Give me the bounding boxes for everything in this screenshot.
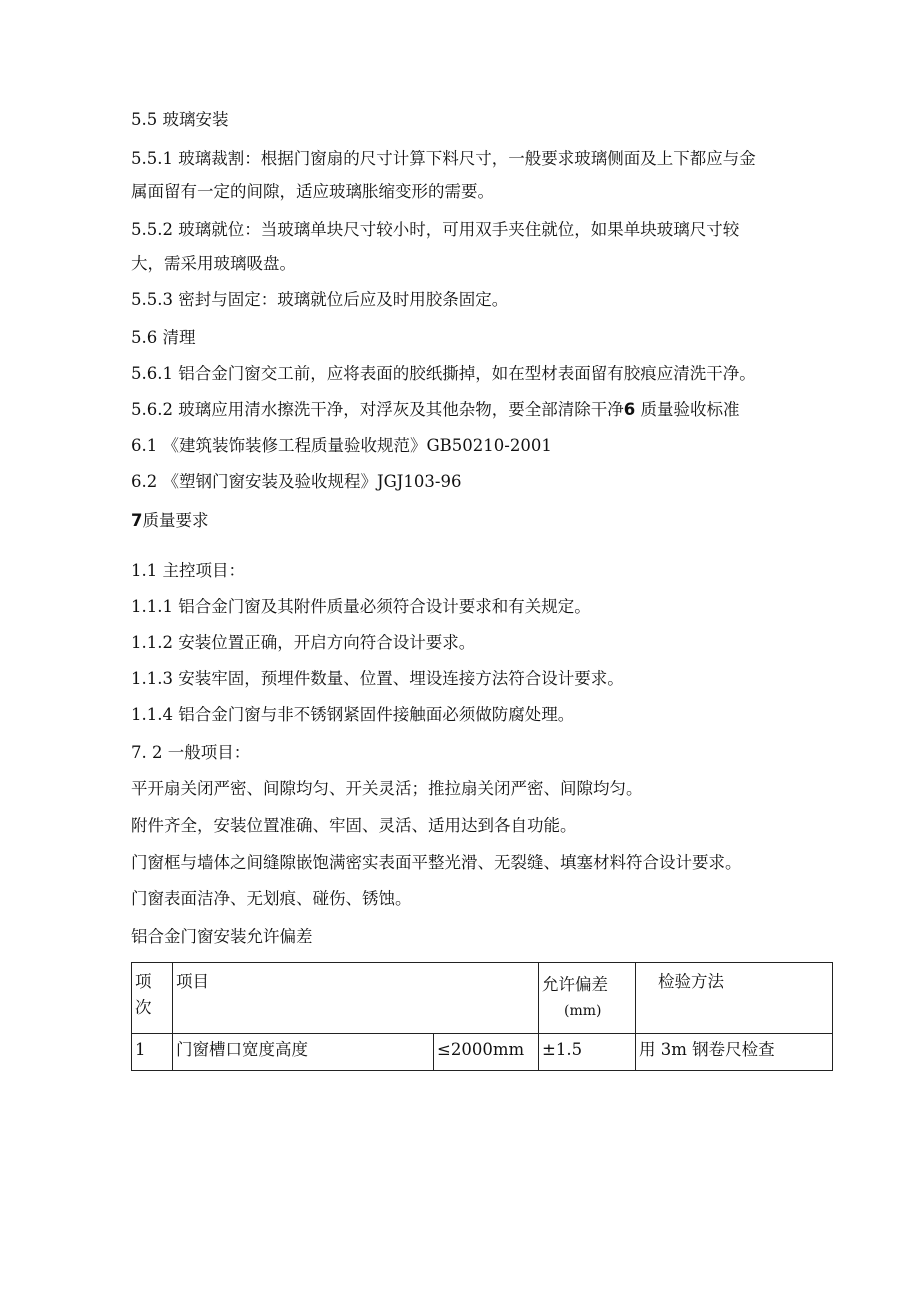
section-7-number: 7 (131, 511, 143, 530)
paragraph-line: 大，需采用玻璃吸盘。 (131, 254, 296, 273)
table-caption: 铝合金门窗安装允许偏差 (131, 927, 313, 946)
cell-no (132, 1034, 173, 1071)
section-6-title: 质量验收标准 (635, 400, 740, 419)
item-line: 1.1.2 安装位置正确，开启方向符合设计要求。 (131, 633, 476, 652)
cell-method (636, 1034, 833, 1071)
paragraph-line: 5.6.1 铝合金门窗交工前，应将表面的胶纸撕掉，如在型材表面留有胶痕应清洗干净。 (131, 364, 756, 383)
item-line: 门窗框与墙体之间缝隙嵌饱满密实表面平整光滑、无裂缝、填塞材料符合设计要求。 (131, 853, 742, 872)
heading-5-6: 5.6 清理 (131, 328, 196, 347)
cell-item (173, 1034, 434, 1071)
header-cell-item (173, 963, 539, 1034)
standard-6-2: 6.2 《塑钢门窗安装及验收规程》JGJ103-96 (131, 472, 462, 491)
cell-item-text: 门窗槽口宽度高度 (176, 1040, 308, 1059)
header-cell-no (132, 963, 173, 1034)
line-text: 5.6.2 玻璃应用清水擦洗干净，对浮灰及其他杂物，要全部清除干净 (131, 400, 624, 419)
heading-5-5: 5.5 玻璃安装 (131, 110, 229, 129)
paragraph-line: 5.5.2 玻璃就位：当玻璃单块尺寸较小时，可用双手夹住就位，如果单块玻璃尺寸较 (131, 220, 740, 239)
standard-6-1: 6.1 《建筑装饰装修工程质量验收规范》GB50210-2001 (131, 436, 552, 455)
item-line: 平开扇关闭严密、间隙均匀、开关灵活；推拉扇关闭严密、间隙均匀。 (131, 779, 643, 798)
section-6-number: 6 (623, 400, 636, 419)
item-line: 1.1.1 铝合金门窗及其附件质量必须符合设计要求和有关规定。 (131, 597, 591, 616)
section-7-title: 质量要求 (142, 511, 209, 530)
cell-deviation-text: ±1.5 (542, 1040, 583, 1059)
header-item-text: 项目 (176, 972, 209, 991)
cell-method-text: 用 3m 钢卷尺检查 (639, 1040, 775, 1059)
paragraph-line-5-6-2 (131, 399, 739, 421)
paragraph-line: 5.5.3 密封与固定：玻璃就位后应及时用胶条固定。 (131, 290, 509, 309)
item-line: 附件齐全，安装位置准确、牢固、灵活、适用达到各自功能。 (131, 816, 577, 835)
cell-no-text: 1 (135, 1040, 146, 1059)
item-line: 1.1.3 安装牢固，预埋件数量、位置、埋设连接方法符合设计要求。 (131, 669, 624, 688)
item-line: 1.1.4 铝合金门窗与非不锈钢紧固件接触面必须做防腐处理。 (131, 705, 575, 724)
table-header-row (132, 963, 833, 1034)
cell-deviation (539, 1034, 636, 1071)
header-cell-method (636, 963, 833, 1034)
header-no-text: 项次 (135, 972, 152, 1017)
cell-range (434, 1034, 539, 1071)
section-7-heading (131, 510, 208, 532)
header-method-text: 检验方法 (658, 972, 724, 991)
tolerance-table (131, 962, 833, 1071)
header-cell-deviation (539, 963, 636, 1034)
item-line: 1.1 主控项目： (131, 561, 245, 580)
header-deviation-line2: (mm) (564, 1003, 602, 1019)
header-deviation-line1: 允许偏差 (542, 975, 608, 994)
cell-range-text: ≤2000mm (437, 1040, 525, 1059)
table-row (132, 1034, 833, 1071)
item-line: 门窗表面洁净、无划痕、碰伤、锈蚀。 (131, 889, 412, 908)
paragraph-line: 属面留有一定的间隙，适应玻璃胀缩变形的需要。 (131, 182, 494, 201)
paragraph-line: 5.5.1 玻璃裁割：根据门窗扇的尺寸计算下料尺寸，一般要求玻璃侧面及上下都应与金 (131, 149, 756, 168)
item-line: 7. 2 一般项目： (131, 743, 251, 762)
header-deviation-text (539, 963, 635, 1030)
